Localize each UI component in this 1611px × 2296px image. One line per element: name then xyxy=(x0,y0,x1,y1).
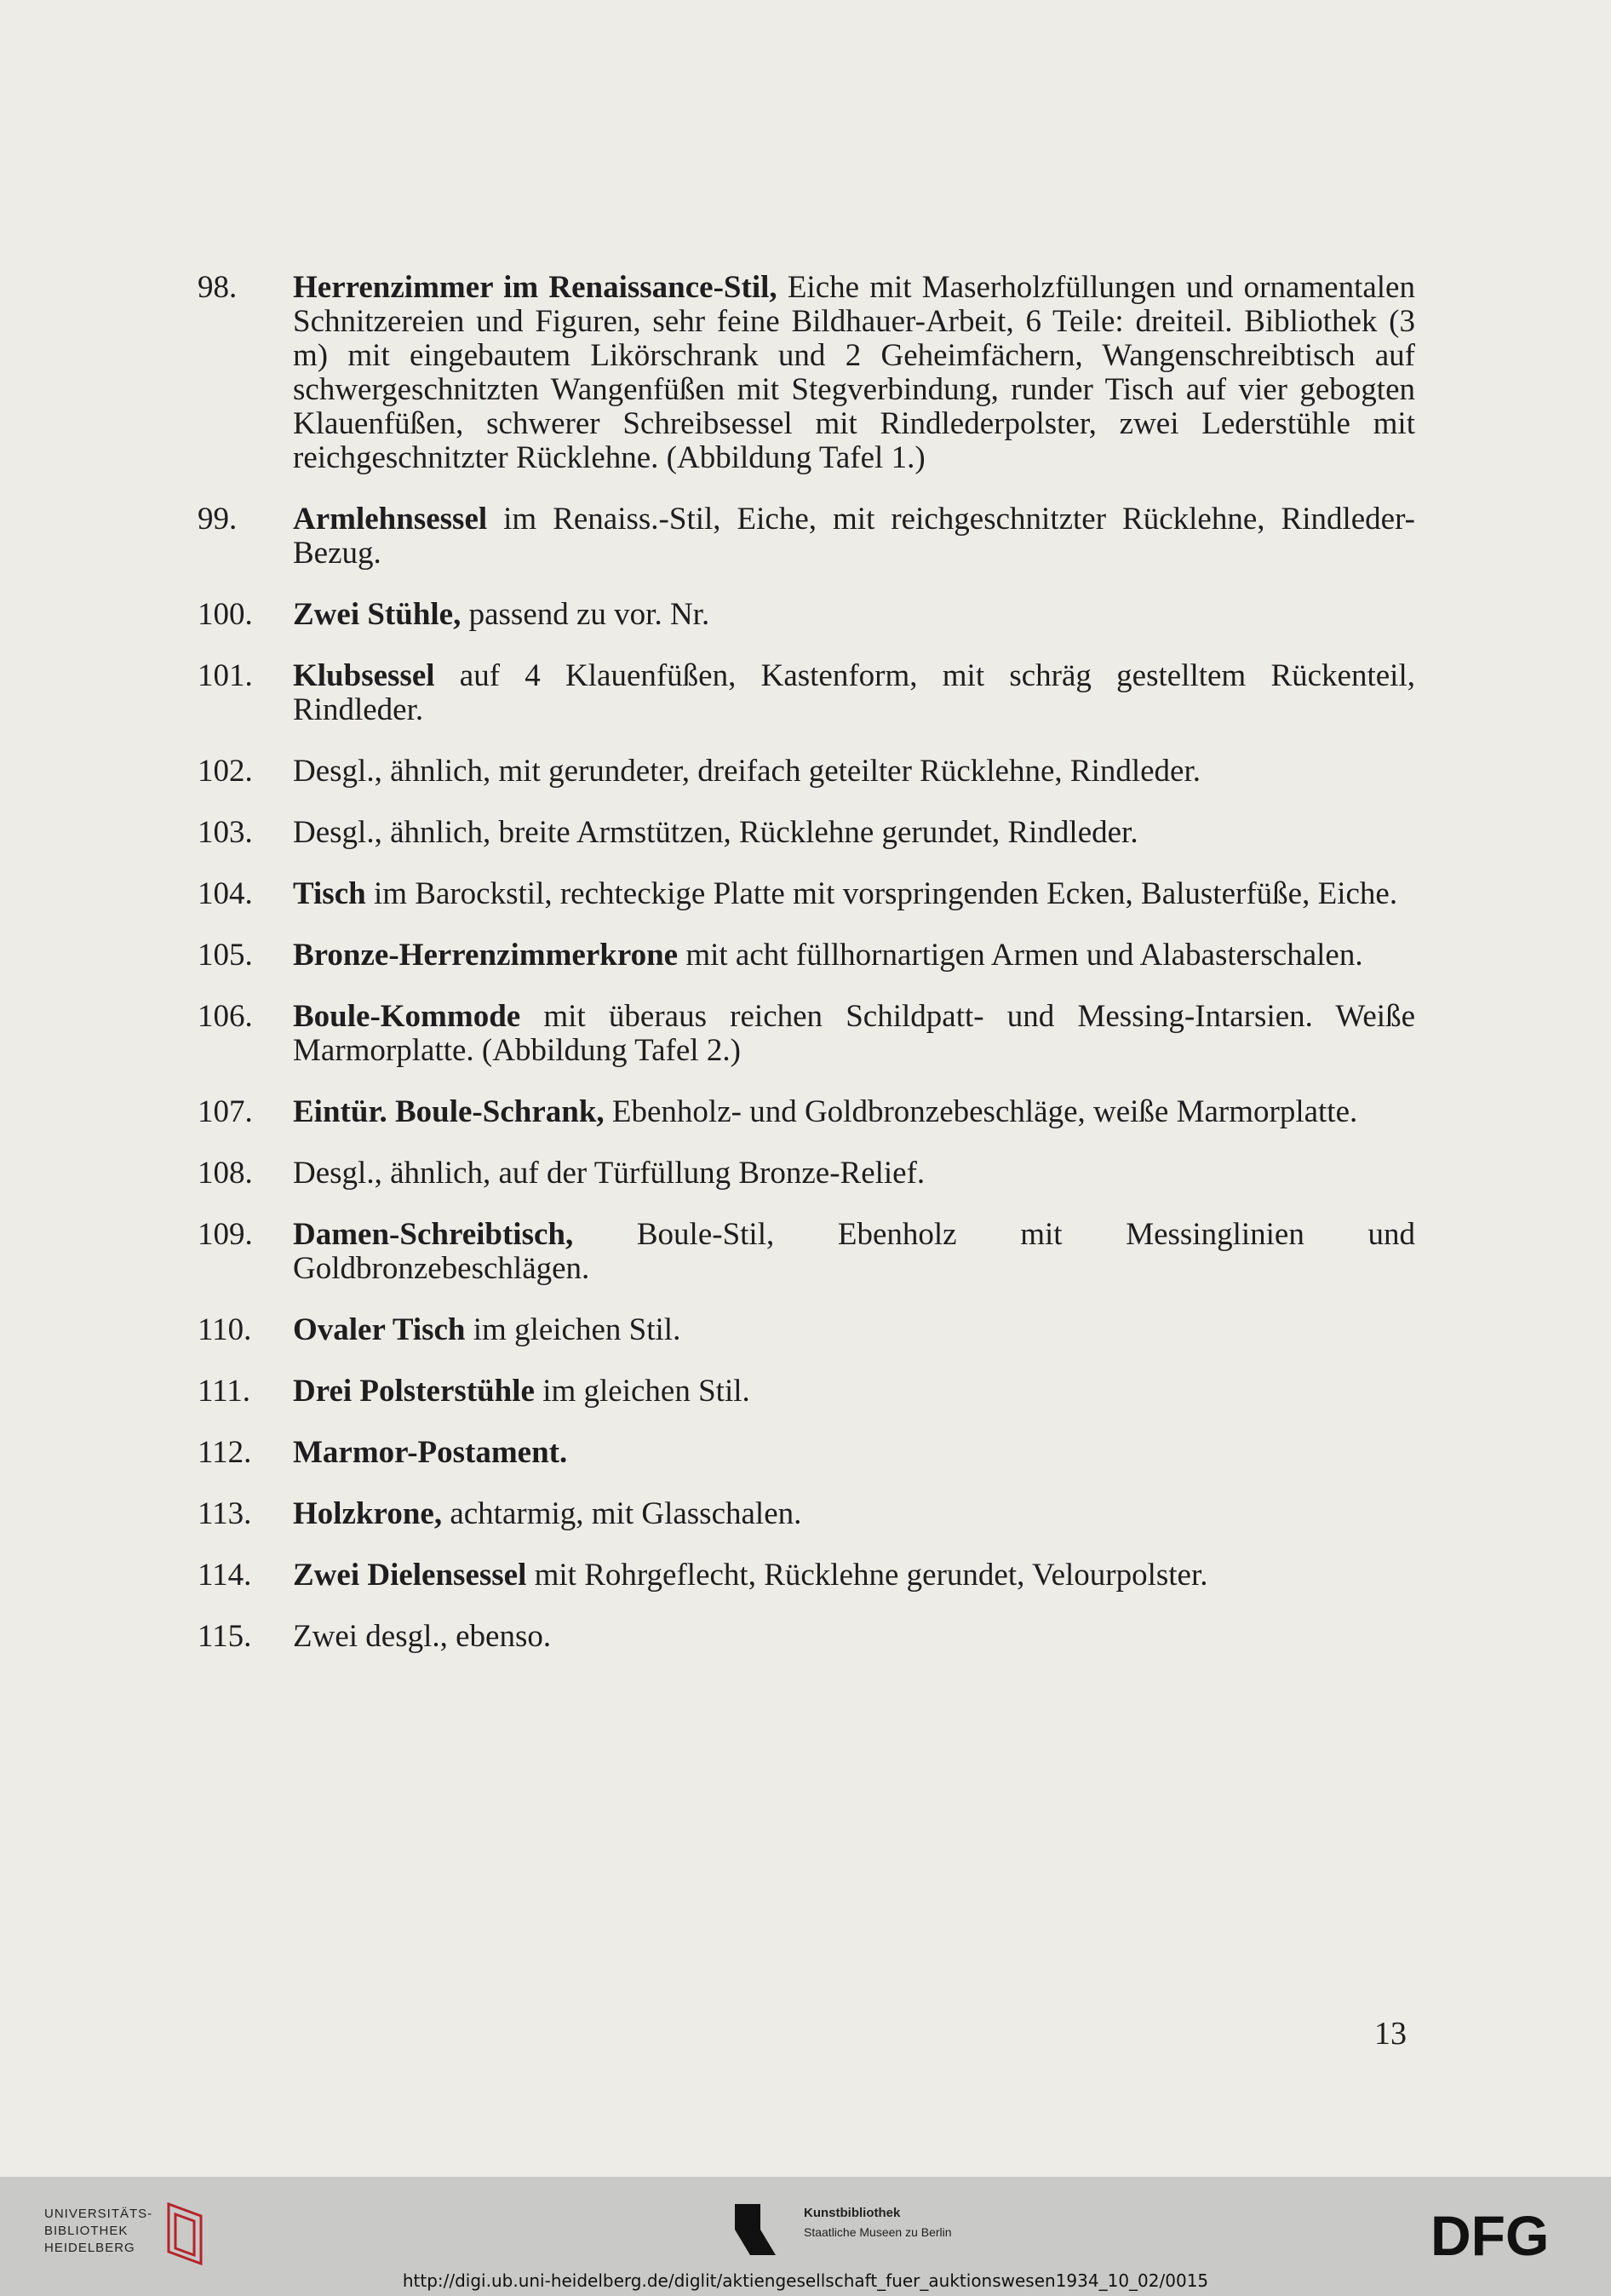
entry-description: Zwei desgl., ebenso. xyxy=(293,1619,552,1654)
entry-number: 102. xyxy=(198,754,253,789)
library-line-2: BIBLIOTHEK xyxy=(44,2224,129,2238)
entry-description: Eiche mit Maserholzfüllungen und ornamentalen Schnitzereien und Figuren, sehr feine Bildhauer-Arbeit, 6 Teile: dreiteil. Bibliothek (3 m) mit eingebautem Likörschrank und 2 Geheimfächern, Wangenschreibtisch auf schwergeschnitzten Wangenfüßen mit Stegverbindung, runder Tisch auf vier gebogten Klauenfüßen, schwerer Schreibsessel mit Rindlederpolster, zwei Lederstühle mit reichgeschnitzter Rücklehne. (Abbildung Tafel 1.) xyxy=(293,270,1415,475)
kunstbibliothek-logo-icon xyxy=(735,2204,794,2255)
entry-description: Ebenholz- und Goldbronzebeschläge, weiße Marmorplatte. xyxy=(604,1094,1358,1129)
entry-description: Desgl., ähnlich, mit gerundeter, dreifach geteilter Rücklehne, Rindleder. xyxy=(293,754,1201,789)
catalog-entry xyxy=(198,659,1415,727)
catalog-entry xyxy=(198,1095,1415,1129)
entry-item-name: Marmor-Postament. xyxy=(293,1435,568,1470)
catalog-entry xyxy=(198,877,1415,911)
catalog-entry xyxy=(198,816,1415,850)
catalog-entry xyxy=(198,271,1415,475)
catalog-entry xyxy=(198,1558,1415,1593)
entry-item-name: Herrenzimmer im Renaissance-Stil, xyxy=(293,270,777,305)
catalog-entry xyxy=(198,1218,1415,1286)
catalog-entry xyxy=(198,1157,1415,1191)
entry-number: 108. xyxy=(198,1156,253,1191)
catalog-entry xyxy=(198,598,1415,632)
entry-description: Desgl., ähnlich, auf der Türfüllung Bronze-Relief. xyxy=(293,1156,926,1191)
entry-description: auf 4 Klauenfüßen, Kastenform, mit schräg gestelltem Rückenteil, Rindleder. xyxy=(293,658,1415,727)
entry-item-name: Damen-Schreibtisch, xyxy=(293,1217,574,1252)
catalog-entry xyxy=(198,1497,1415,1531)
source-url-link[interactable]: http://digi.ub.uni-heidelberg.de/diglit/aktiengesellschaft_fuer_auktionswesen1934_10_02/0015 xyxy=(402,2270,1209,2291)
entry-item-name: Klubsessel xyxy=(293,658,435,693)
entry-number: 100. xyxy=(198,597,253,632)
catalog-entry xyxy=(198,1313,1415,1347)
entry-number: 114. xyxy=(198,1558,252,1593)
entry-item-name: Tisch xyxy=(293,876,366,911)
heidelberg-library-label xyxy=(44,2206,153,2257)
catalog-entry xyxy=(198,1375,1415,1409)
entry-number: 101. xyxy=(198,658,253,693)
entry-item-name: Eintür. Boule-Schrank, xyxy=(293,1094,605,1129)
entry-number: 113. xyxy=(198,1496,252,1531)
kunstbibliothek-subtitle: Staatliche Museen zu Berlin xyxy=(804,2225,952,2239)
dfg-logo-text: DFG xyxy=(1430,2211,1550,2262)
entry-item-name: Ovaler Tisch xyxy=(293,1312,466,1347)
entry-item-name: Zwei Stühle, xyxy=(293,597,462,632)
entry-number: 112. xyxy=(198,1435,252,1470)
entry-description: im gleichen Stil. xyxy=(465,1312,681,1347)
entry-item-name: Zwei Dielensessel xyxy=(293,1558,527,1593)
entry-number: 109. xyxy=(198,1217,253,1252)
entry-description: im Renaiss.-Stil, Eiche, mit reichgeschnitzter Rücklehne, Rindleder-Bezug. xyxy=(293,502,1415,571)
kunstbibliothek-label xyxy=(804,2204,952,2241)
page-number: 13 xyxy=(1374,2016,1407,2052)
catalog-entry xyxy=(198,755,1415,789)
dfg-logo-icon xyxy=(1430,2211,1584,2262)
entry-number: 110. xyxy=(198,1312,252,1347)
catalog-entry xyxy=(198,1000,1415,1068)
entry-item-name: Armlehnsessel xyxy=(293,502,488,537)
entry-description: Desgl., ähnlich, breite Armstützen, Rücklehne gerundet, Rindleder. xyxy=(293,815,1138,850)
entry-description: mit acht füllhornartigen Armen und Alabasterschalen. xyxy=(678,938,1363,973)
entry-item-name: Holzkrone, xyxy=(293,1496,443,1531)
entry-description: im Barockstil, rechteckige Platte mit vorspringenden Ecken, Balusterfüße, Eiche. xyxy=(365,876,1398,911)
catalog-entry xyxy=(198,938,1415,973)
entry-description: mit Rohrgeflecht, Rücklehne gerundet, Velourpolster. xyxy=(526,1558,1208,1593)
entry-description: passend zu vor. Nr. xyxy=(461,597,710,632)
entry-number: 98. xyxy=(198,270,238,305)
entry-number: 115. xyxy=(198,1619,252,1654)
kunstbibliothek-name: Kunstbibliothek xyxy=(804,2206,901,2220)
entry-item-name: Drei Polsterstühle xyxy=(293,1374,535,1409)
library-line-3: HEIDELBERG xyxy=(44,2241,135,2255)
entry-description: achtarmig, mit Glasschalen. xyxy=(442,1496,802,1531)
catalog-entry xyxy=(198,502,1415,571)
entry-number: 107. xyxy=(198,1094,253,1129)
entry-item-name: Boule-Kommode xyxy=(293,999,521,1034)
entry-number: 104. xyxy=(198,876,253,911)
entry-description: Boule-Stil, Ebenholz mit Messinglinien und Goldbronzebeschlägen. xyxy=(293,1217,1415,1286)
entry-number: 111. xyxy=(198,1374,251,1409)
entry-item-name: Bronze-Herrenzimmerkrone xyxy=(293,938,679,973)
entry-number: 103. xyxy=(198,815,253,850)
entry-description: im gleichen Stil. xyxy=(534,1374,750,1409)
entry-number: 99. xyxy=(198,502,238,537)
catalog-entry xyxy=(198,1620,1415,1654)
catalog-entry xyxy=(198,1436,1415,1470)
entry-number: 105. xyxy=(198,938,253,973)
catalog-entries xyxy=(198,271,1415,1681)
entry-description: mit überaus reichen Schildpatt- und Messing-Intarsien. Weiße Marmorplatte. (Abbildung Tafel 2.) xyxy=(293,999,1415,1068)
entry-number: 106. xyxy=(198,999,253,1034)
library-line-1: UNIVERSITÄTS- xyxy=(44,2207,153,2221)
